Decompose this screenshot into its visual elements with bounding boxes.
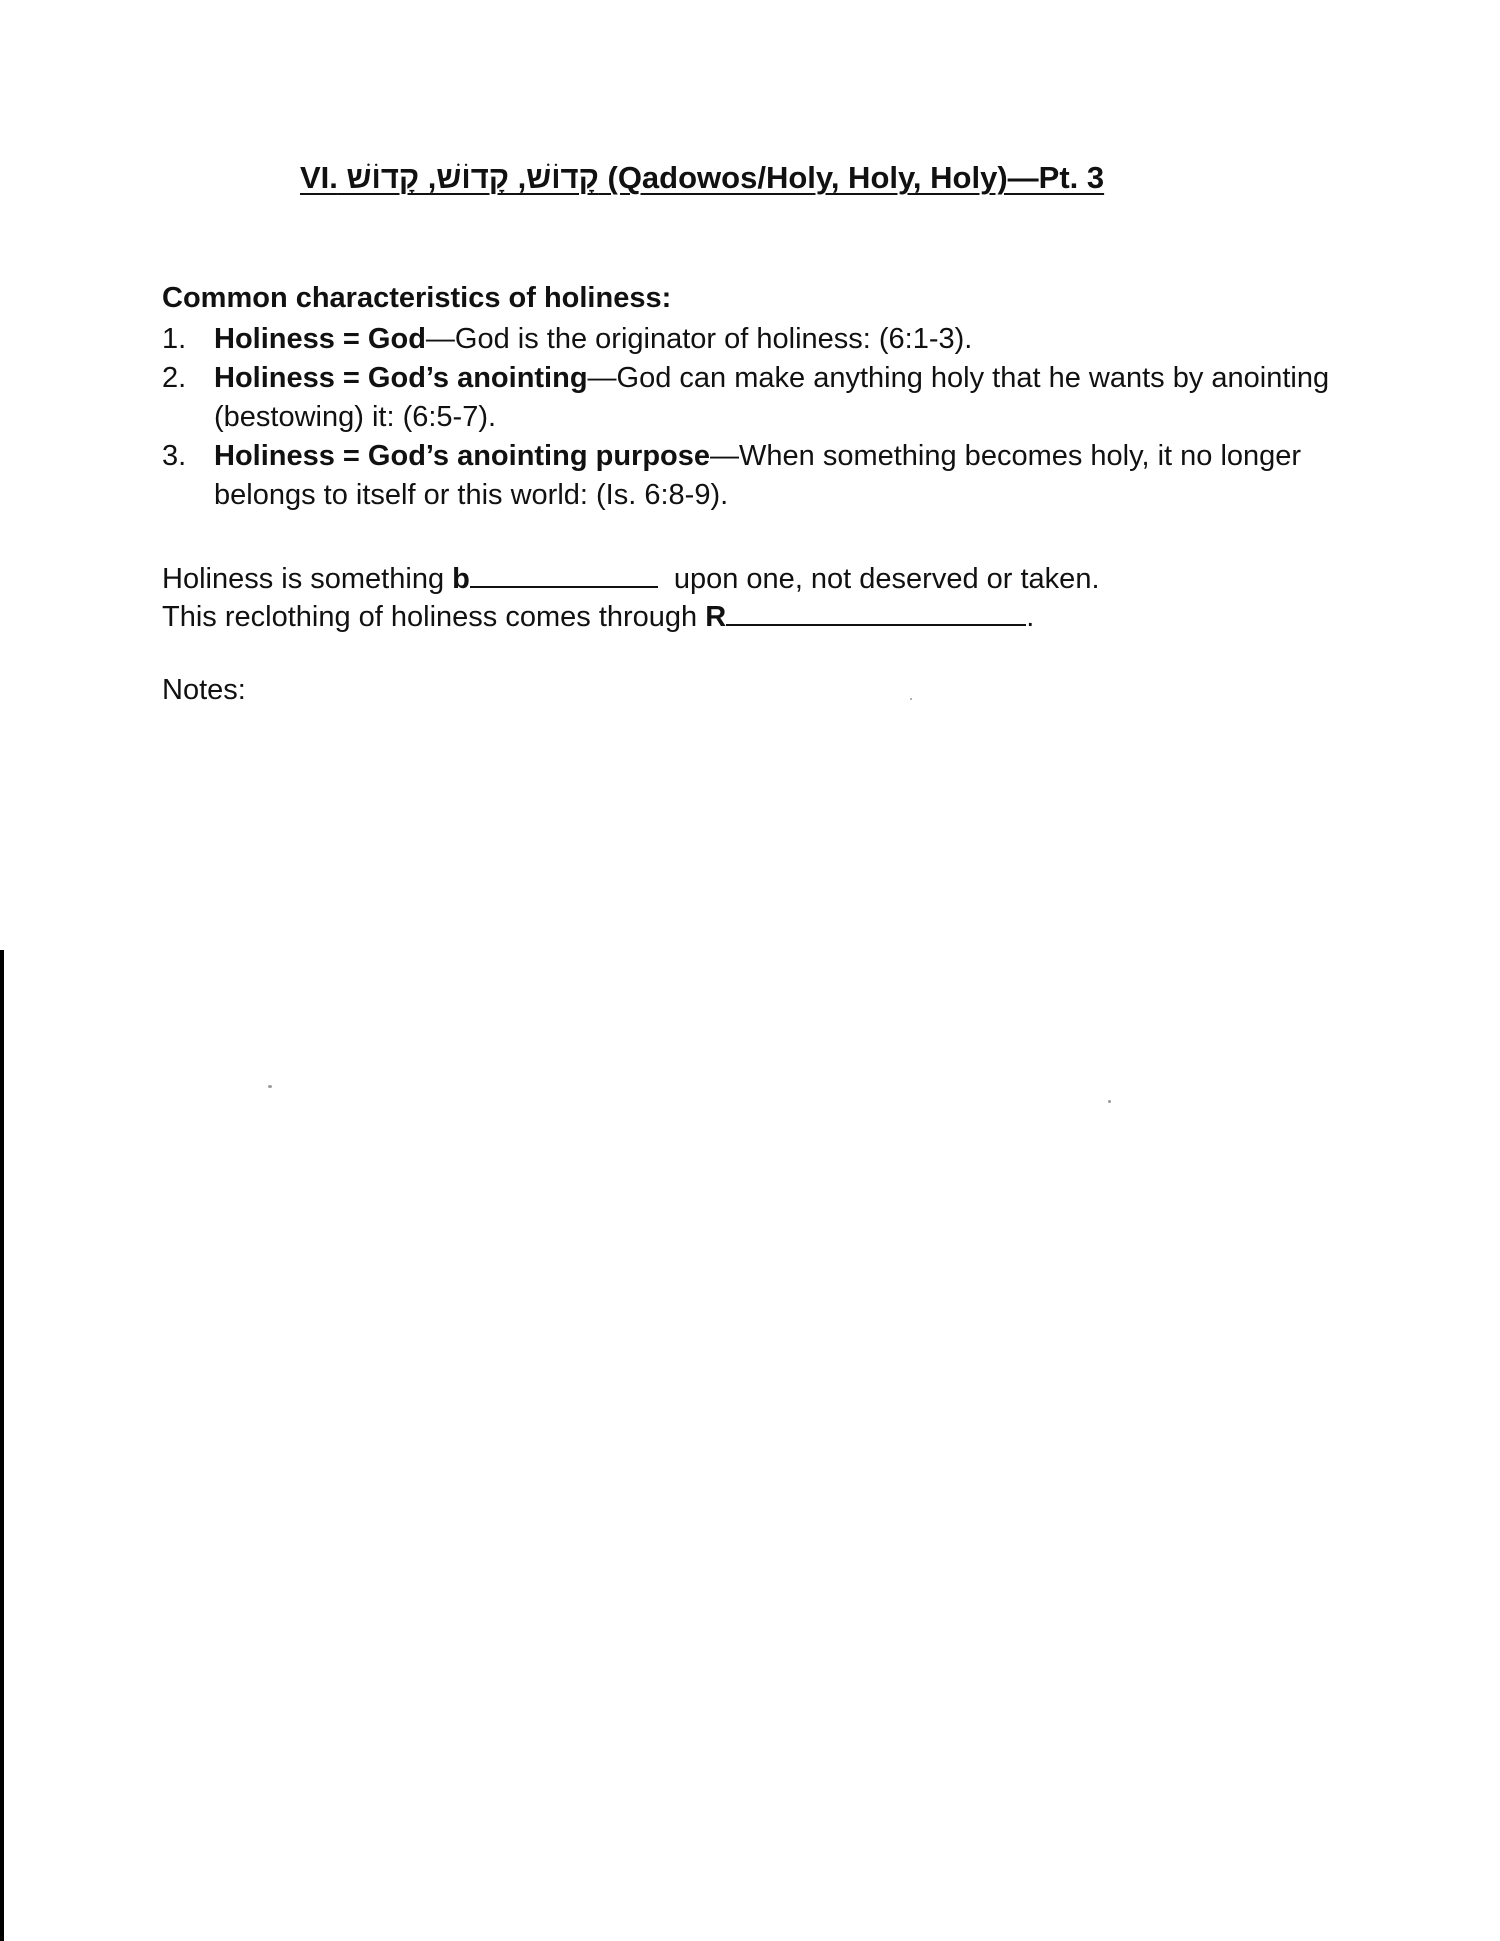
scan-speck [268, 1085, 272, 1088]
item-term: Holiness = God [214, 323, 426, 355]
fill-in-text: This reclothing of holiness comes through [162, 601, 706, 633]
fill-in-text: upon one, not deserved or taken. [673, 563, 1100, 595]
title-hebrew: קָדוֹשׁ, קָדוֹשׁ, קָדוֹשׁ [346, 160, 599, 195]
item-text: —God is the originator of holiness: (6:1-3). [425, 323, 973, 355]
fill-in-blank[interactable] [726, 600, 1026, 626]
list-item [162, 320, 1362, 359]
fill-in-section [162, 560, 1100, 636]
notes-label: Notes: [162, 674, 246, 706]
section-heading: Common characteristics of holiness: [162, 282, 672, 314]
characteristics-list [162, 320, 1362, 515]
fill-in-letter: b [452, 563, 470, 595]
fill-in-line-1 [162, 560, 1100, 598]
fill-in-blank[interactable] [470, 562, 658, 588]
fill-in-letter: R [705, 601, 727, 633]
scan-speck [910, 698, 912, 700]
item-number: 3. [162, 440, 187, 472]
list-item [162, 437, 1362, 515]
scan-edge-shadow [0, 950, 4, 1941]
fill-in-text: Holiness is something [162, 563, 453, 595]
page-title [300, 160, 1104, 196]
item-text: —God can make anything holy that he wants by anointing (bestowing) it: (6:5-7). [214, 362, 1330, 433]
list-item [162, 359, 1362, 437]
item-number: 1. [162, 323, 187, 355]
item-term: Holiness = God’s anointing [214, 362, 588, 394]
title-prefix: VI. [300, 160, 338, 195]
title-rest: (Qadowos/Holy, Holy, Holy)—Pt. 3 [607, 160, 1105, 195]
item-text: —When something becomes holy, it no longer belongs to itself or this world: (Is. 6:8-9). [214, 440, 1302, 511]
fill-in-text: . [1026, 601, 1035, 633]
item-term: Holiness = God’s anointing purpose [214, 440, 711, 472]
fill-in-line-2 [162, 598, 1100, 636]
scan-speck [1108, 1100, 1111, 1103]
item-number: 2. [162, 362, 187, 394]
